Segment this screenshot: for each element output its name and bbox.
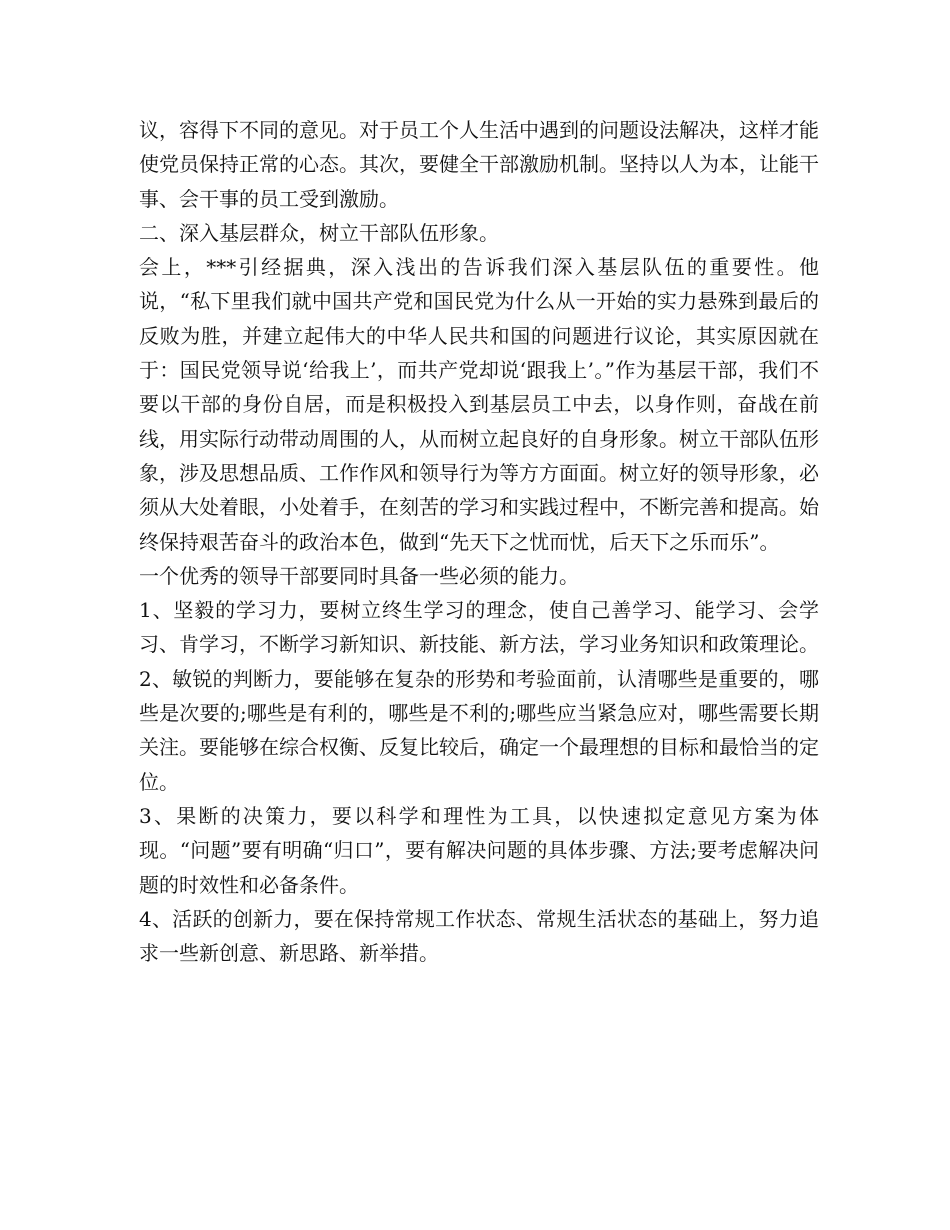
list-item-4: 4、活跃的创新力，要在保持常规工作状态、常规生活状态的基础上，努力追求一些新创意、新思路、新举措。 [139, 906, 819, 966]
paragraph-meeting: 会上，***引经据典，深入浅出的告诉我们深入基层队伍的重要性。他说，“私下里我们就中国共产党和国民党为什么从一开始的实力悬殊到最后的反败为胜，并建立起伟大的中华人民共和国的问题进行议论，其实原因就在于：国民党领导说‘给我上’，而共产党却说‘跟我上’。”作为基层干部，我们不要以干部的身份自居，而是积极投入到基层员工中去，以身作则，奋战在前线，用实际行动带动周围的人，从而树立起良好的自身形象。树立干部队伍形象，涉及思想品质、工作作风和领导行为等方方面面。树立好的领导形象，必须从大处着眼，小处着手，在刻苦的学习和实践过程中，不断完善和提高。始终保持艰苦奋斗的政治本色，做到“先天下之忧而忧，后天下之乐而乐”。 [139, 255, 819, 554]
list-item-1: 1、坚毅的学习力，要树立终生学习的理念，使自己善学习、能学习、会学习、肯学习，不断学习新知识、新技能、新方法，学习业务知识和政策理论。 [139, 598, 819, 657]
section-heading-2: 二、深入基层群众，树立干部队伍形象。 [139, 220, 499, 245]
paragraph-continuation: 议，容得下不同的意见。对于员工个人生活中遇到的问题设法解决，这样才能使党员保持正常的心态。其次，要健全干部激励机制。坚持以人为本，让能干事、会干事的员工受到激励。 [139, 118, 819, 211]
list-item-3: 3、果断的决策力，要以科学和理性为工具，以快速拟定意见方案为体现。“问题”要有明确“归口”，要有解决问题的具体步骤、方法;要考虑解决问题的时效性和必备条件。 [139, 803, 819, 897]
document-body [139, 113, 819, 970]
list-item-2: 2、敏锐的判断力，要能够在复杂的形势和考验面前，认清哪些是重要的，哪些是次要的;哪些是有利的，哪些是不利的;哪些应当紧急应对，哪些需要长期关注。要能够在综合权衡、反复比较后，确定一个最理想的目标和最恰当的定位。 [139, 666, 819, 794]
paragraph-abilities-intro: 一个优秀的领导干部要同时具备一些必须的能力。 [139, 563, 579, 588]
